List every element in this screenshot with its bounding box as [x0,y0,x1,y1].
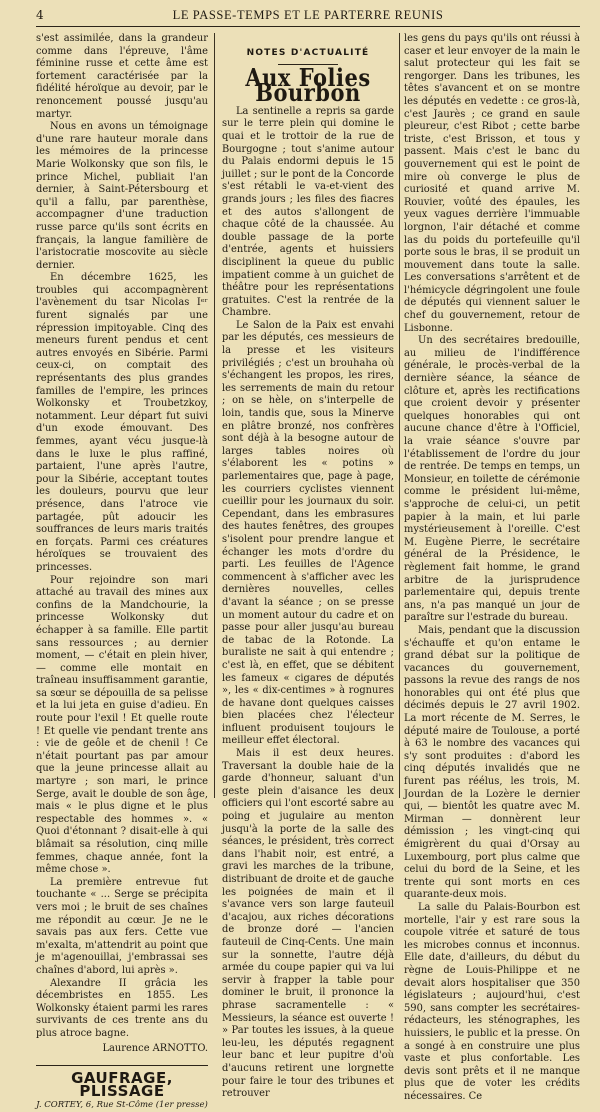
page-header [36,4,580,27]
paragraph: s'est assimilée, dans la grandeur comme dans l'épreuve, l'âme féminine russe et cette âme est fortement caractérisée par la fidélité héroïque au devoir, par le renoncement poussé jusqu'au martyr. [36,33,208,120]
paragraph: En décembre 1625, les troubles qui accompagnèrent l'avènement du tsar Nicolas Iᵉʳ furent signalés par une répression impitoyable. Cinq des meneurs furent pendus et cent autres envoyés en Sibérie. Parmi ceux-ci, on comptait des représentants des plus grandes familles de l'empire, les princes Wolkonsky et Troubetzkoy, notamment. Leur départ fut suivi d'un exode émouvant. Des femmes, ayant vécu jusque-là dans le luxe le plus raffiné, partaient, l'une après l'autre, pour la Sibérie, acceptant toutes les douleurs, pourvu que leur présence, dans l'atroce vie partagée, pût adoucir les souffrances de leurs maris traités en forçats. Parmi ces créatures héroïques se trouvaient des princesses. [36,272,208,573]
column-divider [214,33,215,798]
column-3 [404,33,580,1102]
column-1 [36,33,208,1111]
paragraph: La sentinelle a repris sa garde sur le terre plein qui domine le quai et le trottoir de la rue de Bourgogne ; tout s'anime autour du Palais endormi depuis le 15 juillet ; sur le pont de la Concorde s'est rétabli le va-et-vient des grands jours ; les files des fiacres et des autos s'allongent de chaque côté de la chaussée. Au double passage de la porte d'entrée, agents et huissiers disciplinent la queue du public impatient comme à un guichet de théâtre pour les représentations gratuites. C'est la rentrée de la Chambre. [222,105,394,319]
ad-title: GAUFRAGE, PLISSAGE [71,1069,173,1100]
paragraph: les gens du pays qu'ils ont réussi à caser et leur envoyer de la main le salut protecteur qui les fait se rengorger. Dans les tribunes, les têtes s'avancent et on se montre les députés en vedette : ce gros-là, c'est Jaurès ; ce grand en saule pleureur, c'est Ribot ; cette barbe triste, c'est Brisson, et tous y passent. Mais c'est le banc du gouvernement qui est le point de mire où converge le plus de curiosité et quand arrive M. Rouvier, voûté des épaules, les yeux vagues derrière l'immuable lorgnon, l'air détaché et comme las du poids du portefeuille qu'il porte sous le bras, il se produit un mouvement dans toute la salle. Les conversations s'arrêtent et de l'hémicycle dégringolent une foule de députés qui viennent saluer le chef du gouvernement, retour de Lisbonne. [404,33,580,334]
column-2 [222,33,394,1100]
paragraph: Mais il est deux heures. Traversant la double haie de la garde d'honneur, saluant d'un geste plein d'aisance les deux officiers qui l'ont escorté sabre au poing et jugulaire au menton jusqu'à la porte de la salle des séances, le président, très correct dans l'habit noir, est entré, a gravi les marches de la tribune, distribuant de droite et de gauche les poignées de main et il s'avance vers son large fauteuil d'acajou, aux riches décorations de bronze doré — l'ancien fauteuil de Cinq-Cents. Une main sur la sonnette, l'autre déjà armée du coupe papier qui va lui servir à frapper la table pour dominer le bruit, il prononce la phrase sacramentelle : « Messieurs, la séance est ouverte ! » Par toutes les issues, à la queue leu-leu, les députés regagnent leur banc et leur pupitre d'où d'aucuns retirent une lorgnette pour faire le tour des tribunes et retrouver [222,748,394,1100]
running-title: LE PASSE-TEMPS ET LE PARTERRE REUNIS [172,7,444,22]
ad-address: J. CORTEY, 6, Rue St-Côme (1er presse) [36,1100,208,1111]
page-number: 4 [36,8,44,22]
paragraph: La première entrevue fut touchante « ... Serge se précipita vers moi ; le bruit de ses chaînes me répondit au cœur. Je ne le savais pas aux fers. Cette vue m'exalta, m'attendrit au point que je m'agenouillai, j'embrassai ses chaînes d'abord, lui après ». [36,876,208,976]
paragraph: Nous en avons un témoignage d'une rare hauteur morale dans les mémoires de la princesse Marie Wolkonsky que son fils, le prince Michel, publiait l'an dernier, à Saint-Pétersbourg et qu'il a fallu, par parenthèse, accompagner d'une traduction russe parce qu'ils sont écrits en français, la langue familière de l'aristocratie moscovite au siècle dernier. [36,121,208,271]
paragraph: Pour rejoindre son mari attaché au travail des mines aux confins de la Mandchourie, la princesse Wolkonsky dut échapper à sa famille. Elle partit sans ressources ; au dernier moment, — c'était en plein hiver, — comme elle montait en traîneau insuffisamment garantie, sa sœur se dépouilla de sa pelisse et la lui jeta en guise d'adieu. En route pour l'exil ! Et quelle route ! Et quelle vie pendant trente ans : vie de geôle et de chenil ! Ce n'était pourtant pas par amour que la jeune princesse allait au martyre ; son mari, le prince Serge, avait le double de son âge, mais « le plus digne et le plus respectable des hommes ». « Quoi d'étonnant ? disait-elle à qui blâmait sa résolution, cinq mille femmes, chaque année, font la même chose ». [36,574,208,876]
author-signature: Laurence ARNOTTO. [102,1042,208,1054]
advertisement [36,1065,208,1112]
section-label: NOTES D'ACTUALITÉ [246,48,370,58]
article-title: Aux Folies Bourbon [245,62,371,106]
paragraph: La salle du Palais-Bourbon est mortelle, l'air y est rare sous la coupole vitrée et saturé de tous les microbes connus et inconnus. Elle date, d'ailleurs, du début du règne de Louis-Philippe et ne devait alors hospitaliser que 350 législateurs ; aujourd'hui, c'est 590, sans compter les secrétaires-rédacteurs, les sténographes, les huissiers, le public et la presse. On a songé à en construire une plus vaste et plus confortable. Les devis sont prêts et il ne manque plus que de voter les crédits nécessaires. Ce [404,901,580,1102]
paragraph: Un des secrétaires bredouille, au milieu de l'indifférence générale, le procès-verbal de la dernière séance, la séance de clôture et, après les rectifications que croient devoir y présenter quelques honorables qui ont aucune chance d'être à l'Officiel, la vraie séance s'ouvre par l'établissement de l'ordre du jour de rentrée. De temps en temps, un Monsieur, en toilette de cérémonie comme le président lui-même, s'approche de celui-ci, un petit papier à la main, et lui parle mystérieusement à l'oreille. C'est M. Eugène Pierre, le secrétaire général de la Présidence, le règlement fait homme, le grand arbitre de la jurisprudence parlementaire qui, depuis trente ans, n'a pas manqué un jour de paraître sur l'estrade du bureau. [404,335,580,624]
paragraph: Le Salon de la Paix est envahi par les députés, ces messieurs de la presse et les visiteurs privilégiés ; c'est un brouhaha où s'échangent les propos, les rires, les serrements de main du retour ; on se hèle, on s'interpelle de loin, tandis que, sous la Minerve en plâtre bronzé, nos confrères sont déjà à la besogne autour de larges tables noires où s'élaborent les « potins » parlementaires que, page à page, les courriers cyclistes viennent cueillir pour les journaux du soir. Cependant, dans les embrasures des hautes fenêtres, des groupes s'isolent pour prendre langue et échanger les mots d'ordre du parti. Les feuilles de l'Agence commencent à s'afficher avec les dernières nouvelles, celles d'avant la séance ; on se presse un moment autour du cadre et on passe pour aller jusqu'au bureau de tabac de la Rotonde. La buraliste ne sait à qui entendre ; c'est là, en effet, que se débitent les fameux « cigares de députés », les « dix-centimes » à rognures de havane dont quelques caisses bien placées chez l'électeur influent produisent toujours le meilleur effet électoral. [222,319,394,747]
paragraph: Alexandre II grâcia les décembristes en 1855. Les Wolkonsky étaient parmi les rares survivants de ces trente ans du plus atroce bagne. [36,977,208,1039]
column-divider [399,33,400,798]
paragraph: Mais, pendant que la discussion s'échauffe et qu'on entame le grand débat sur la politique de vacances du gouvernement, passons la revue des rangs de nos honorables qui ont été plus que décimés depuis le 27 avril 1902. La mort récente de M. Serres, le député maire de Toulouse, a porté à 63 le nombre des vacances qui s'y sont produites : d'abord les cinq députés invalidés que ne furent pas réélus, les trois, M. Jourdan de la Lozère le dernier qui, — bientôt les quatre avec M. Mirman — donnèrent leur démission ; les vingt-cinq qui émigrèrent du quai d'Orsay au Luxembourg, port plus calme que celui du bord de la Seine, et les trente qui sont morts en ces quarante-deux mois. [404,624,580,901]
